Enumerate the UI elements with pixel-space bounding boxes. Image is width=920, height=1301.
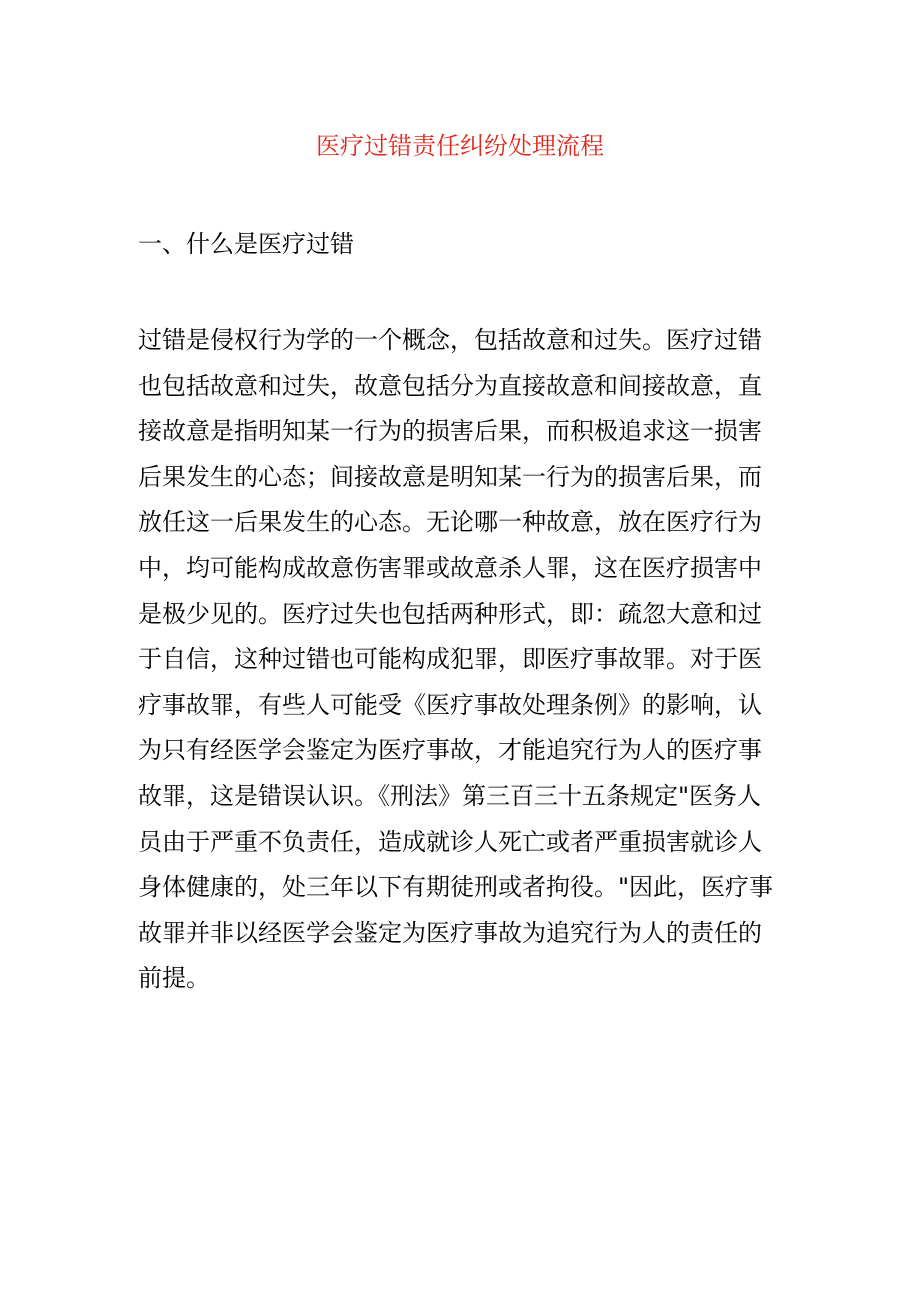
paragraph-line: 于自信，这种过错也可能构成犯罪，即医疗事故罪。对于医	[138, 645, 762, 674]
paragraph-line: 故罪并非以经医学会鉴定为医疗事故为追究行为人的责任的	[138, 918, 762, 947]
paragraph-line: 身体健康的，处三年以下有期徒刑或者拘役。"因此，医疗事	[138, 873, 774, 902]
paragraph-line: 接故意是指明知某一行为的损害后果，而积极追求这一损害	[138, 417, 762, 446]
paragraph-line: 也包括故意和过失，故意包括分为直接故意和间接故意，直	[138, 371, 762, 400]
body-paragraph	[138, 318, 788, 1002]
paragraph-line: 后果发生的心态；间接故意是明知某一行为的损害后果，而	[138, 462, 762, 491]
section-heading: 一、什么是医疗过错	[138, 230, 354, 258]
paragraph-line: 故罪，这是错误认识。《刑法》第三百三十五条规定"医务人	[138, 781, 762, 810]
document-title: 医疗过错责任纠纷处理流程	[316, 132, 604, 160]
paragraph-line: 为只有经医学会鉴定为医疗事故，才能追究行为人的医疗事	[138, 736, 762, 765]
paragraph-line: 前提。	[138, 964, 210, 993]
paragraph-line: 中，均可能构成故意伤害罪或故意杀人罪，这在医疗损害中	[138, 553, 762, 582]
paragraph-line: 员由于严重不负责任，造成就诊人死亡或者严重损害就诊人	[138, 827, 762, 856]
paragraph-line: 过错是侵权行为学的一个概念，包括故意和过失。医疗过错	[138, 326, 762, 354]
paragraph-line: 疗事故罪，有些人可能受《医疗事故处理条例》的影响，认	[138, 690, 762, 719]
paragraph-line: 是极少见的。医疗过失也包括两种形式，即：疏忽大意和过	[138, 599, 762, 628]
paragraph-line: 放任这一后果发生的心态。无论哪一种故意，放在医疗行为	[138, 508, 762, 537]
